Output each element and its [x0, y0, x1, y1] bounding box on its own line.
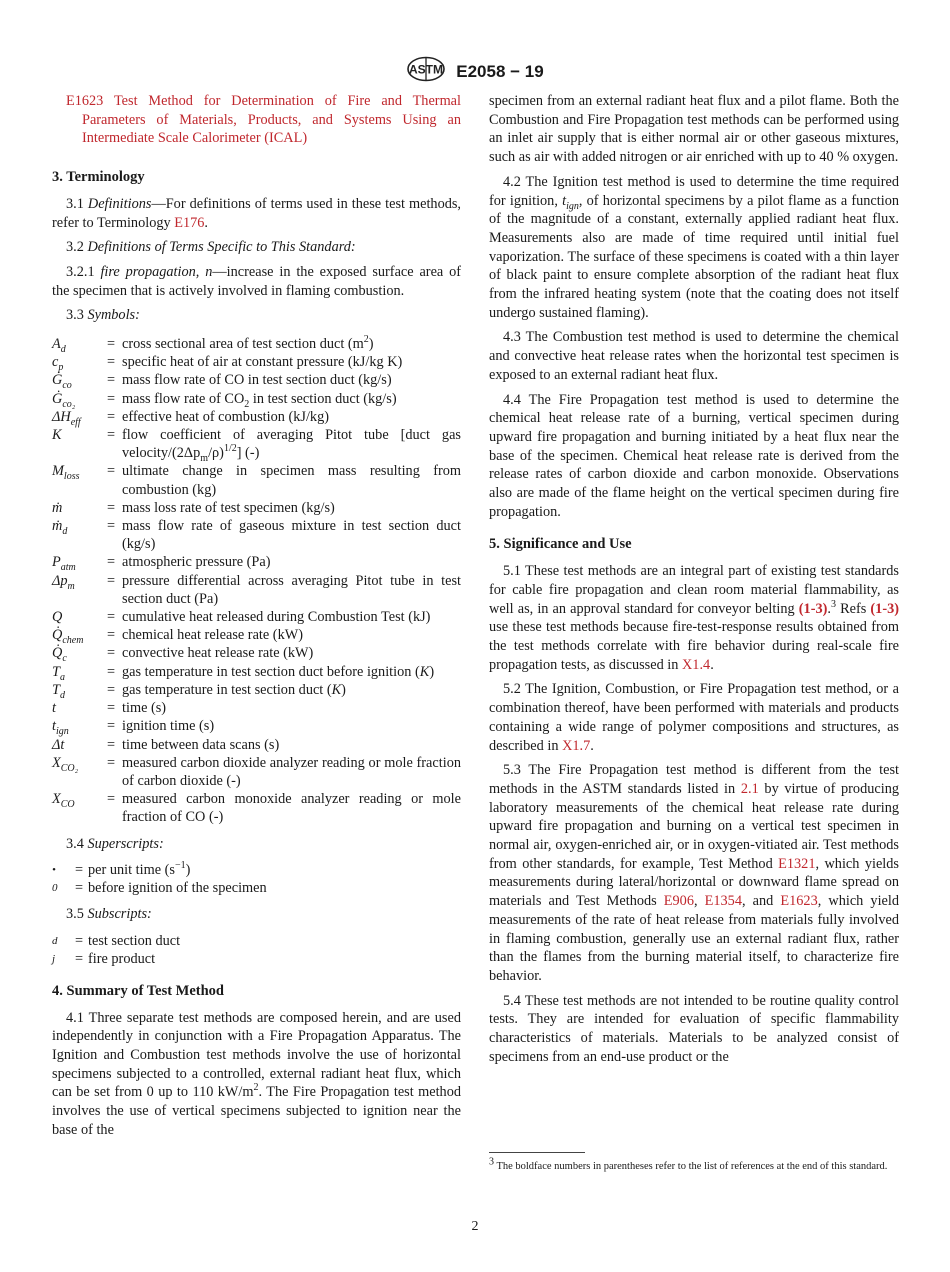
symbol-row: $T_a$ = gas temperature in test section duct before ignition (K) — [52, 663, 435, 683]
symbol-row: $t_{ign}$ = ignition time (s) — [52, 718, 215, 738]
para-3-2: 3.2 Definitions of Terms Specific to This Standard: — [66, 239, 356, 256]
para-3-5: 3.5 Subscripts: — [66, 906, 152, 923]
link-e176[interactable]: E176 — [174, 214, 205, 231]
symbol-row: ṁ = mass loss rate of test specimen (kg/s) — [52, 499, 335, 516]
footnote-text: $^3$ The boldface numbers in parentheses refer to the list of references at the end of this standard. — [489, 1156, 888, 1172]
superscript-row: 0 = before ignition of the specimen — [52, 880, 267, 897]
symbol-row: $Ġ_{co_2}$ = mass flow rate of $CO_2$ in test section duct (kg/s) — [52, 390, 397, 410]
symbol-row: t = time (s) — [52, 700, 167, 717]
footnote-divider — [489, 1152, 585, 1153]
subscripts-table — [52, 932, 180, 968]
left-column — [52, 92, 461, 1146]
symbols-table — [52, 335, 461, 826]
section-5-heading: 5. Significance and Use — [489, 536, 632, 553]
para-4-4: 4.4 The Fire Propagation test method is used to determine the chemical heat release rate of a burning, vertical specimen during upward fire propagation and burning initiated by a heat flux near the base of the specimen. Chemical heat release rate is derived from the release rates of carbon dioxide and carbon monoxide. Observations also are made of the flame height on the vertical specimen during fire propagation. — [489, 391, 899, 520]
superscripts-table — [52, 861, 267, 897]
superscript-row: • = per unit time $(s^{-1})$ — [52, 860, 191, 879]
symbol-row: $\Delta p_m$ = pressure differential across averaging Pitot tube in test section duct (Pa) — [52, 572, 461, 607]
link-e906[interactable]: E906 — [663, 893, 694, 910]
link-refs-1-3-b[interactable]: (1-3) — [870, 600, 900, 617]
svg-text:ASTM: ASTM — [409, 62, 444, 77]
document-code: E2058 − 19 — [456, 61, 544, 81]
link-e1623-b[interactable]: E1623 — [780, 893, 818, 910]
para-4-1: 4.1 Three separate test methods are composed herein, and are used independently in conjunction with a Fire Propagation Apparatus. The Ignition and Combustion test methods involve the use of horizontal specimens subjected to a controlled, external radiant heat flux, which can be set from 0 up to 110 $kW/m^2$. The Fire Propagation test method involves the use of vertical specimens subjected to ignition near the base of the — [52, 1009, 461, 1138]
link-x1-4[interactable]: X1.4 — [681, 656, 711, 673]
link-e1623[interactable]: E1623 — [66, 93, 104, 109]
symbol-row: $X_{CO_2}$ = measured carbon dioxide analyzer reading or mole fraction of carbon dioxide (-) — [52, 754, 461, 789]
para-3-4: 3.4 Superscripts: — [66, 835, 164, 852]
para-5-4: 5.4 These test methods are not intended to be routine quality control tests. They are intended for evaluation of specific flammability characteristics of materials. Materials to be analyzed consist of specimens from an end-use product or the — [489, 992, 899, 1065]
link-e1321[interactable]: E1321 — [778, 855, 816, 872]
para-4-1-continued: specimen from an external radiant heat flux and a pilot flame. Both the Combustion and Fire Propagation test methods can be performed using an inlet air supply that is either normal air or other gaseous mixtures, such as air with added nitrogen or air enriched with up to 40 % oxygen. — [489, 93, 899, 166]
reference-e1623: E1623 Test Method for Determination of Fire and Thermal Parameters of Materials, Products, and Systems Using an Intermediate Scale Calorimeter (ICAL) — [66, 93, 462, 147]
page-number: 2 — [471, 1219, 479, 1234]
symbol-row: $Q̇_{chem}$ = chemical heat release rate (kW) — [52, 627, 303, 647]
para-3-1: 3.1 Definitions—For definitions of terms used in these test methods, refer to Terminology E176. — [52, 195, 462, 231]
link-x1-7[interactable]: X1.7 — [562, 737, 591, 754]
para-4-3: 4.3 The Combustion test method is used to determine the chemical and convective heat release rates when the horizontal test specimen is exposed to an external radiant heat flux. — [489, 329, 899, 383]
para-3-2-1: 3.2.1 fire propagation, n—increase in the exposed surface area of the specimen that is actively involved in flaming combustion. — [52, 263, 462, 299]
symbol-row: Δt = time between data scans (s) — [52, 736, 280, 753]
symbol-row: K = flow coefficient of averaging Pitot tube [duct gas velocity/$(2\Delta p_m/\rho)^{1/2}$] (-) — [52, 427, 461, 465]
link-refs-1-3[interactable]: (1-3) — [798, 600, 828, 617]
symbol-row: Q = cumulative heat released during Combustion Test (kJ) — [52, 609, 431, 626]
section-3-heading: 3. Terminology — [52, 169, 145, 186]
link-2-1[interactable]: 2.1 — [740, 780, 759, 797]
symbol-row: $\Delta H_{eff}$ = effective heat of combustion (kJ/kg) — [52, 408, 329, 428]
para-5-2: 5.2 The Ignition, Combustion, or Fire Propagation test method, or a combination thereof, have been performed with materials and products containing a wide range of polymer compositions and structures, as described in X1.7. — [489, 681, 899, 754]
subscript-row: j = fire product — [52, 950, 156, 967]
para-5-1: 5.1 These test methods are an integral part of existing test standards for cable fire propagation and clean room material flammability, as well as, in an approval standard for conveyor belting (1-3).$^3$ Refs (1-3) use these test methods because fire-test-response results obtained from the test methods correlate with fire behavior during real-scale fire propagation tests, as discussed in X1.4. — [489, 563, 900, 673]
subscript-row: d = test section duct — [52, 932, 181, 949]
astm-logo-icon — [406, 56, 446, 87]
symbol-row: $A_d$ = cross sectional area of test section duct $(m^2)$ — [52, 334, 374, 355]
symbol-row: ṁ$_d$ = mass flow rate of gaseous mixture in test section duct (kg/s) — [52, 518, 461, 553]
symbol-row: $M_{loss}$ = ultimate change in specimen mass resulting from combustion (kg) — [52, 463, 461, 498]
right-column — [489, 92, 899, 1072]
section-4-heading: 4. Summary of Test Method — [52, 982, 224, 999]
symbol-row: $Ġ_{co}$ = mass flow rate of CO in test section duct (kg/s) — [52, 372, 392, 392]
symbol-row: $P_{atm}$ = atmospheric pressure (Pa) — [52, 554, 271, 574]
para-4-2: 4.2 The Ignition test method is used to determine the time required for ignition, $t_{ign}$, of horizontal specimens by a pilot flame as a function of the magnitude of a constant, externally applied radiant heat flux. Measurements also are made of time required until initial fuel vaporization. The surface of these specimens is coated with a thin layer of black paint to ensure complete absorption of the radiant heat flux from the infrared heating system (note that the coating does not itself undergo sustained flaming). — [489, 173, 899, 321]
footnote-ref-3[interactable]: 3 — [830, 598, 836, 610]
symbol-row: $c_p$ = specific heat of air at constant pressure (kJ/kg K) — [52, 354, 403, 374]
symbol-row: $X_{CO}$ = measured carbon monoxide analyzer reading or mole fraction of CO (-) — [52, 791, 461, 826]
footnote — [489, 1152, 899, 1174]
page-header — [0, 56, 950, 87]
para-5-3: 5.3 The Fire Propagation test method is different from the test methods in the ASTM standards listed in 2.1 by virtue of producing laboratory measurements of the chemical heat release rate during upward fire propagation and burning on a vertical test specimen in normal air, oxygen-enriched air, or in oxygen-vitiated air. Test methods from other standards, for example, Test Method E1321, which yields measurements during lateral/horizontal or downward flame spread on materials and Test Methods E906, E1354, and E1623, which yield measurements of the rate of heat release from materials fully involved in flaming combustion, generally use an external radiant flux, rather than the flames from the burning material itself, to characterize fire behavior. — [489, 762, 900, 984]
para-3-3: 3.3 Symbols: — [66, 307, 140, 324]
link-e1354[interactable]: E1354 — [704, 893, 742, 910]
symbol-row: $Q̇_c$ = convective heat release rate (kW) — [52, 645, 314, 665]
symbol-row: $T_d$ = gas temperature in test section duct (K) — [52, 681, 346, 701]
